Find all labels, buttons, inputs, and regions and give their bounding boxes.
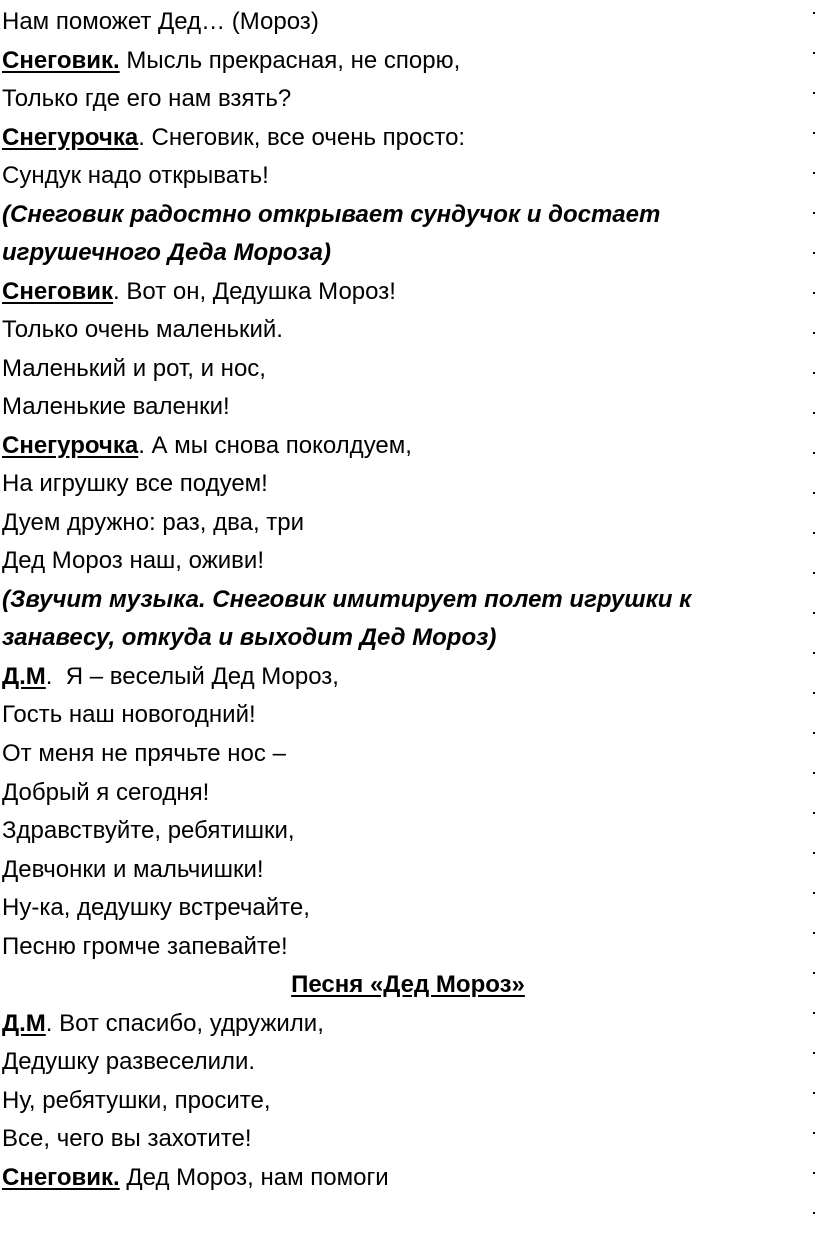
- edge-dot: [813, 492, 815, 494]
- text-line: [2, 850, 264, 889]
- edge-dot: [813, 1012, 815, 1014]
- line-text: Дед Мороз наш, оживи!: [2, 547, 265, 574]
- line-text: Маленькие валенки!: [2, 393, 230, 420]
- page-edge-dots: [810, 0, 816, 1256]
- line-text: Здравствуйте, ребятишки,: [2, 817, 295, 844]
- line-text: Нам поможет Дед… (Мороз): [2, 8, 319, 35]
- edge-dot: [813, 1172, 815, 1174]
- text-line: [2, 349, 266, 388]
- line-text: От меня не прячьте нос –: [2, 740, 286, 767]
- speaker-name: Д.М: [2, 663, 46, 690]
- stage-direction: [2, 580, 691, 619]
- stage-direction: [2, 195, 660, 234]
- text-line: [2, 541, 264, 580]
- edge-dot: [813, 332, 815, 334]
- edge-dot: [813, 132, 815, 134]
- text-line: [2, 464, 268, 503]
- text-line: [2, 1119, 252, 1158]
- edge-dot: [813, 372, 815, 374]
- text-line: [2, 41, 460, 80]
- line-text: Гость наш новогодний!: [2, 701, 256, 728]
- edge-dot: [813, 572, 815, 574]
- text-line: [2, 79, 291, 118]
- text-line: [2, 1158, 389, 1197]
- text-line: [2, 118, 465, 157]
- edge-dot: [813, 692, 815, 694]
- edge-dot: [813, 1212, 815, 1214]
- edge-dot: [813, 252, 815, 254]
- edge-dot: [813, 92, 815, 94]
- line-text: Дед Мороз, нам помоги: [119, 1164, 389, 1191]
- text-line: [2, 888, 310, 927]
- song-title-line: [0, 965, 816, 1004]
- edge-dot: [813, 412, 815, 414]
- edge-dot: [813, 892, 815, 894]
- stage-text: (Снеговик радостно открывает сундучок и достает: [2, 201, 661, 228]
- edge-dot: [813, 732, 815, 734]
- text-line: [2, 927, 288, 966]
- stage-direction: [2, 618, 496, 657]
- edge-dot: [813, 652, 815, 654]
- edge-dot: [813, 972, 815, 974]
- line-text: Только где его нам взять?: [2, 85, 292, 112]
- edge-dot: [813, 1052, 815, 1054]
- text-line: [2, 503, 304, 542]
- line-text: . А мы снова поколдуем,: [138, 432, 412, 459]
- edge-dot: [813, 52, 815, 54]
- speaker-name: Снеговик.: [2, 1164, 120, 1191]
- line-text: Мысль прекрасная, не спорю,: [119, 47, 461, 74]
- line-text: . Я – веселый Дед Мороз,: [45, 663, 339, 690]
- edge-dot: [813, 812, 815, 814]
- text-line: [2, 773, 209, 812]
- edge-dot: [813, 532, 815, 534]
- line-text: Дуем дружно: раз, два, три: [2, 509, 305, 536]
- text-line: [2, 734, 286, 773]
- text-line: [2, 695, 256, 734]
- text-line: [2, 156, 269, 195]
- speaker-name: Снегурочка: [2, 432, 139, 459]
- edge-dot: [813, 292, 815, 294]
- text-line: [2, 1081, 271, 1120]
- line-text: Только очень маленький.: [2, 316, 283, 343]
- edge-dot: [813, 772, 815, 774]
- text-line: [2, 310, 283, 349]
- edge-dot: [813, 212, 815, 214]
- text-line: [2, 2, 319, 41]
- text-line: [2, 426, 412, 465]
- stage-text: игрушечного Деда Мороза): [2, 239, 332, 266]
- line-text: . Снеговик, все очень просто:: [138, 124, 466, 151]
- line-text: Дедушку развеселили.: [2, 1048, 256, 1075]
- line-text: Маленький и рот, и нос,: [2, 355, 266, 382]
- edge-dot: [813, 612, 815, 614]
- stage-direction: [2, 233, 331, 272]
- edge-dot: [813, 172, 815, 174]
- line-text: Ну-ка, дедушку встречайте,: [2, 894, 310, 921]
- line-text: Все, чего вы захотите!: [2, 1125, 252, 1152]
- edge-dot: [813, 12, 815, 14]
- text-line: [2, 1042, 255, 1081]
- speaker-name: Снеговик: [2, 278, 114, 305]
- text-line: [2, 1004, 324, 1043]
- text-line: [2, 272, 396, 311]
- line-text: Добрый я сегодня!: [2, 779, 210, 806]
- line-text: . Вот он, Дедушка Мороз!: [113, 278, 396, 305]
- edge-dot: [813, 1092, 815, 1094]
- text-line: [2, 811, 295, 850]
- edge-dot: [813, 932, 815, 934]
- line-text: Девчонки и мальчишки!: [2, 856, 264, 883]
- line-text: . Вот спасибо, удружили,: [45, 1010, 324, 1037]
- line-text: Сундук надо открывать!: [2, 162, 269, 189]
- line-text: На игрушку все подуем!: [2, 470, 268, 497]
- text-line: [2, 387, 230, 426]
- speaker-name: Д.М: [2, 1010, 46, 1037]
- line-text: Ну, ребятушки, просите,: [2, 1087, 271, 1114]
- stage-text: занавесу, откуда и выходит Дед Мороз): [2, 624, 497, 651]
- text-line: [2, 657, 339, 696]
- edge-dot: [813, 852, 815, 854]
- speaker-name: Снегурочка: [2, 124, 139, 151]
- stage-text: (Звучит музыка. Снеговик имитирует полет игрушки к: [2, 586, 692, 613]
- song-title: Песня «Дед Мороз»: [291, 971, 525, 998]
- speaker-name: Снеговик.: [2, 47, 120, 74]
- line-text: Песню громче запевайте!: [2, 933, 288, 960]
- edge-dot: [813, 1132, 815, 1134]
- edge-dot: [813, 452, 815, 454]
